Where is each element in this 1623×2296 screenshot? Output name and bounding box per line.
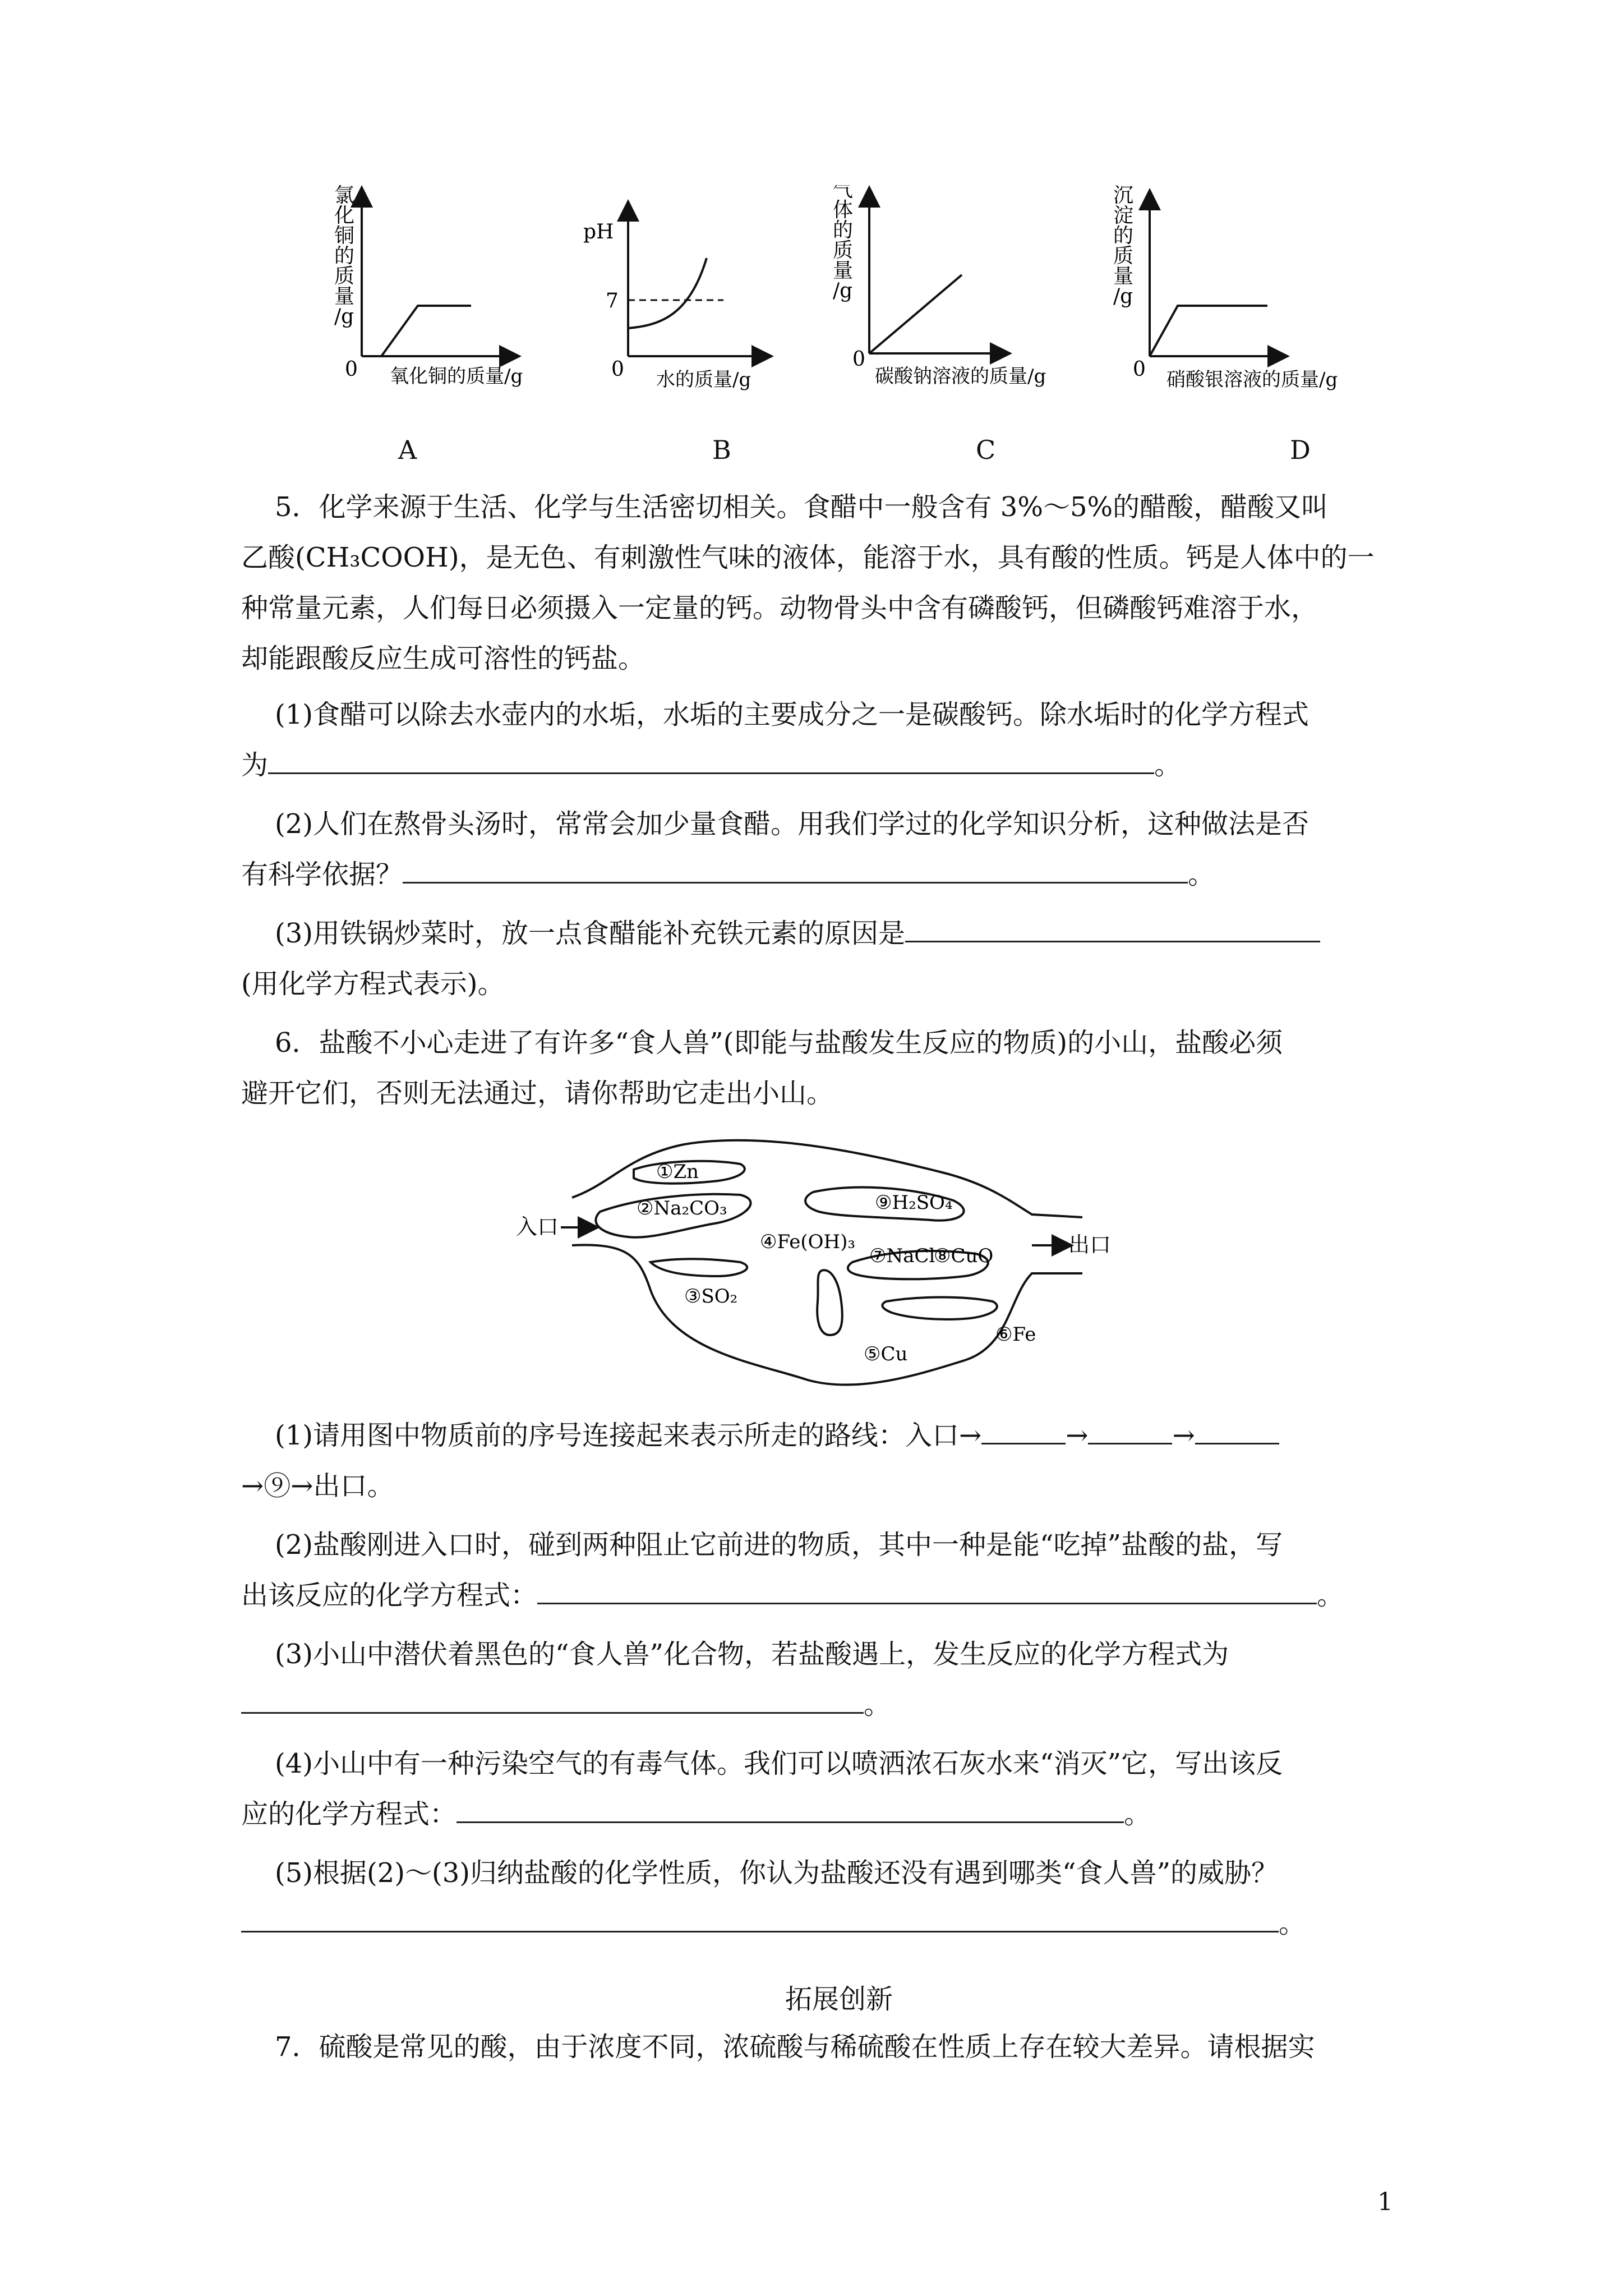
graph-d-origin: 0 — [1133, 358, 1146, 381]
item-fe: ⑥Fe — [995, 1323, 1036, 1346]
graph-c-ylabel: 气体的质量/g — [833, 185, 854, 302]
graph-c-xlabel: 碳酸钠溶液的质量/g — [875, 365, 1046, 388]
q5-part3-prefix: (3)用铁锅炒菜时，放一点食醋能补充铁元素的原因是 — [275, 918, 905, 949]
graph-b — [583, 210, 763, 391]
item-nacl: ⑦NaCl — [869, 1245, 935, 1267]
q5-part2-line-1: (2)人们在熬骨头汤时，常常会加少量食醋。用我们学过的化学知识分析，这种做法是否 — [275, 808, 1309, 840]
q5-part1-line-1: (1)食醋可以除去水壶内的水垢，水垢的主要成分之一是碳酸钙。除水垢时的化学方程式 — [275, 699, 1309, 730]
q5-part2-line-2 — [241, 861, 1402, 888]
item-cuo: ⑧CuO — [934, 1245, 994, 1267]
q6-route-blank-3[interactable] — [1195, 1424, 1279, 1444]
graph-c — [833, 185, 1046, 388]
q5-intro-line-3: 种常量元素，人们每日必须摄入一定量的钙。动物骨头中含有磷酸钙，但磷酸钙难溶于水， — [241, 592, 1318, 624]
answer-graphs — [314, 185, 1380, 499]
item-so2: ③SO₂ — [684, 1285, 738, 1308]
graph-b-ref-label: 7 — [606, 289, 619, 312]
graph-d-ylabel: 沉淀的质量/g — [1113, 185, 1134, 308]
q5-part3-line-2: (用化学方程式表示)。 — [241, 968, 505, 1000]
q6-part4-line-1: (4)小山中有一种污染空气的有毒气体。我们可以喷洒浓石灰水来“消灭”它，写出该反 — [275, 1748, 1283, 1779]
graph-a-origin: 0 — [345, 358, 358, 381]
graph-a — [334, 185, 523, 388]
q5-intro-line-2: 乙酸(CH₃COOH)，是无色、有刺激性气味的液体，能溶于水，具有酸的性质。钙是人体中的一 — [241, 542, 1375, 573]
graph-d-letter: D — [1290, 435, 1311, 465]
q5-part2-answer-blank[interactable] — [403, 863, 1188, 884]
graph-b-origin: 0 — [611, 358, 624, 381]
maze-exit-label: 出口 — [1068, 1232, 1112, 1257]
q5-intro-line-1: 5．化学来源于生活、化学与生活密切相关。食醋中一般含有 3%～5%的醋酸，醋酸又叫 — [275, 491, 1329, 523]
graph-a-xlabel: 氧化铜的质量/g — [390, 365, 523, 388]
q6-part3-line-1: (3)小山中潜伏着黑色的“食人兽”化合物，若盐酸遇上，发生反应的化学方程式为 — [275, 1639, 1229, 1670]
q6-part1-prefix: (1)请用图中物质前的序号连接起来表示所走的路线：入口→ — [275, 1420, 982, 1451]
q6-part4-end: 。 — [1124, 1798, 1151, 1830]
q6-part5-line-2 — [241, 1910, 1402, 1937]
item-zn: ①Zn — [656, 1161, 699, 1183]
q6-part3-line-2 — [241, 1691, 1402, 1718]
graph-b-xlabel: 水的质量/g — [656, 369, 751, 391]
q5-part2-end: 。 — [1188, 859, 1215, 890]
q6-part1-line-2: →⑨→出口。 — [241, 1470, 394, 1502]
q6-part4-line-2 — [241, 1798, 1402, 1830]
q5-part1-end: 。 — [1154, 749, 1182, 781]
graphs-svg — [314, 185, 1380, 499]
section-title: 拓展创新 — [785, 1984, 893, 2015]
mountain-outline — [572, 1140, 1082, 1385]
q6-part5-end: 。 — [1279, 1908, 1306, 1939]
q6-part3-end: 。 — [864, 1689, 891, 1720]
graph-c-origin: 0 — [852, 348, 865, 371]
q6-intro-line-2: 避开它们，否则无法通过，请你帮助它走出小山。 — [241, 1078, 834, 1109]
item-na2co3: ②Na₂CO₃ — [637, 1197, 727, 1220]
page-number: 1 — [1377, 2188, 1393, 2216]
graph-a-ylabel: 氯化铜的质量/g — [334, 185, 355, 328]
q6-part2-line-1: (2)盐酸刚进入口时，碰到两种阻止它前进的物质，其中一种是能“吃掉”盐酸的盐，写 — [275, 1529, 1283, 1561]
graph-a-letter: A — [398, 435, 417, 465]
graph-d-xlabel: 硝酸银溶液的质量/g — [1166, 369, 1338, 391]
q6-part2-line-2 — [241, 1582, 1402, 1609]
q7-line-1: 7．硫酸是常见的酸，由于浓度不同，浓硫酸与稀硫酸在性质上存在较大差异。请根据实 — [275, 2031, 1315, 2063]
q6-part5-answer-blank[interactable] — [241, 1912, 1279, 1932]
q5-part1-answer-blank[interactable] — [268, 753, 1154, 774]
maze-diagram — [516, 1133, 1144, 1397]
maze-svg — [516, 1133, 1144, 1397]
q6-route-blank-1[interactable] — [981, 1424, 1066, 1444]
q6-part4-answer-blank[interactable] — [457, 1802, 1124, 1823]
q5-intro-line-4: 却能跟酸反应生成可溶性的钙盐。 — [241, 643, 645, 674]
q6-part2-end: 。 — [1317, 1580, 1344, 1611]
maze-entrance-label: 入口 — [516, 1214, 559, 1239]
q5-part1-line-2 — [241, 749, 1402, 781]
q6-part1-line-1 — [275, 1422, 1436, 1449]
q6-part3-answer-blank[interactable] — [241, 1693, 864, 1714]
q6-intro-line-1: 6．盐酸不小心走进了有许多“食人兽”(即能与盐酸发生反应的物质)的小山，盐酸必须 — [275, 1027, 1283, 1059]
q6-part2-prefix: 出该反应的化学方程式： — [241, 1580, 538, 1611]
graph-b-letter: B — [712, 435, 731, 465]
q5-part3-answer-blank[interactable] — [905, 922, 1320, 942]
item-feoh3: ④Fe(OH)₃ — [760, 1231, 856, 1253]
q6-route-arrow-2: → — [1172, 1420, 1195, 1451]
q5-part3-line-1 — [275, 920, 1436, 947]
q5-part2-prefix: 有科学依据？ — [241, 859, 403, 890]
graph-d — [1113, 185, 1338, 391]
q6-route-arrow-1: → — [1066, 1420, 1089, 1451]
q5-part1-prefix: 为 — [241, 749, 269, 781]
q6-part2-answer-blank[interactable] — [537, 1584, 1317, 1604]
q6-route-blank-2[interactable] — [1088, 1424, 1172, 1444]
graph-c-letter: C — [976, 435, 996, 465]
q6-part5-line-1: (5)根据(2)～(3)归纳盐酸的化学性质，你认为盐酸还没有遇到哪类“食人兽”的威胁？ — [275, 1857, 1279, 1889]
graph-b-ylabel: pH — [583, 220, 614, 243]
q6-part4-prefix: 应的化学方程式： — [241, 1798, 457, 1830]
item-cu: ⑤Cu — [864, 1343, 908, 1365]
item-h2so4: ⑨H₂SO₄ — [875, 1191, 953, 1214]
